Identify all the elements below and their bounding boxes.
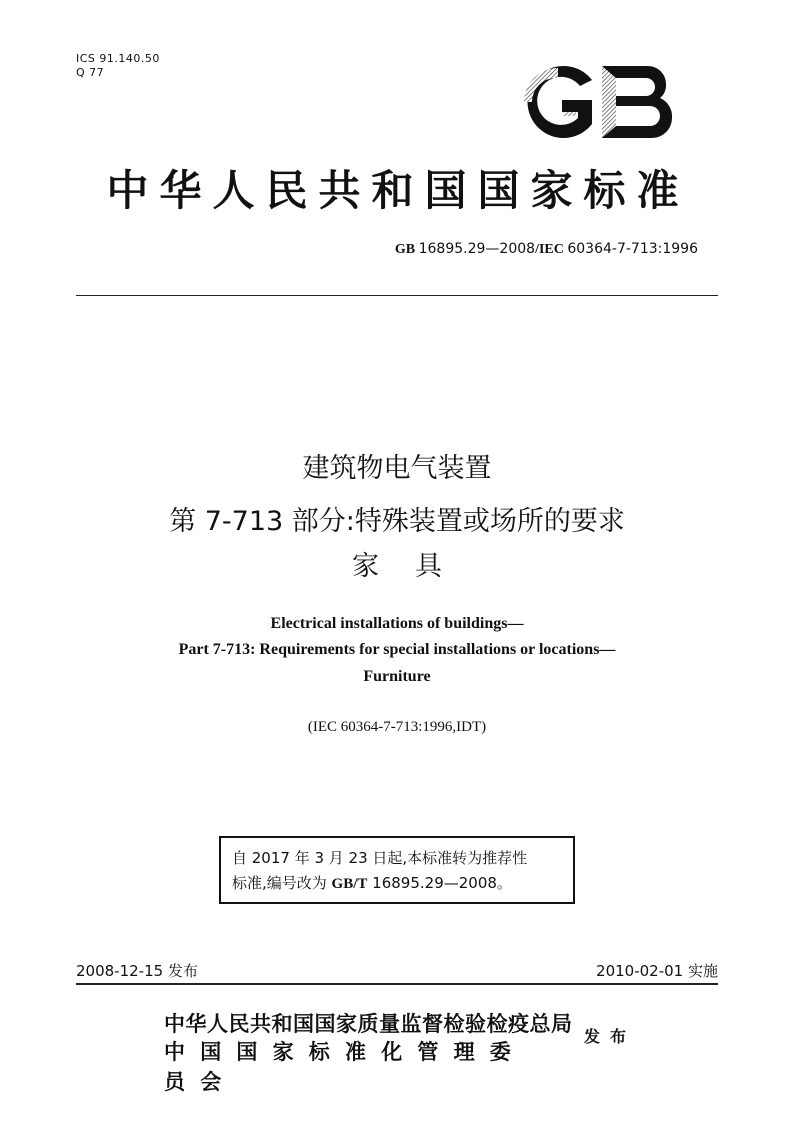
ccs-code: Q 77 — [76, 66, 105, 79]
issuer-aqsiq: 中华人民共和国国家质量监督检验检疫总局 — [164, 1012, 573, 1036]
english-title-line-3: Furniture — [363, 668, 431, 685]
chinese-title-line-1: 建筑物电气装置 — [302, 453, 492, 484]
english-title-line-1: Electrical installations of buildings— — [270, 615, 524, 632]
std-slash: / — [535, 242, 539, 257]
std-year: 2008 — [499, 241, 536, 257]
notice-text — [232, 846, 572, 897]
classification-codes — [76, 52, 160, 80]
issuer-sac: 中国国家标准化管理委员会 — [164, 1040, 526, 1094]
std-iec-year: 1996 — [662, 241, 698, 257]
publish-label: 发布 — [584, 1027, 637, 1046]
std-colon: : — [657, 241, 663, 257]
iec-equivalence: (IEC 60364-7-713:1996,IDT) — [307, 719, 487, 735]
chinese-title-line-3: 家具 — [352, 551, 478, 582]
national-standard-title: 中华人民共和国国家标准 — [106, 166, 690, 215]
std-iec: IEC — [538, 242, 564, 257]
english-title-line-2: Part 7-713: Requirements for special installations or locations— — [178, 641, 616, 658]
notice-line-2-suffix: 16895.29—2008。 — [367, 874, 512, 892]
notice-line-1: 自 2017 年 3 月 23 日起,本标准转为推荐性 — [232, 849, 528, 867]
notice-line-2-prefix: 标准,编号改为 — [232, 874, 332, 892]
header-divider — [76, 295, 718, 296]
notice-code: GB/T — [331, 876, 368, 892]
chinese-title-line-2: 第 7-713 部分:特殊装置或场所的要求 — [169, 506, 625, 537]
std-dash: — — [485, 241, 500, 257]
standard-number — [395, 241, 698, 258]
std-iec-number: 60364-7-713 — [567, 241, 658, 257]
std-prefix: GB — [394, 242, 416, 257]
std-number-a: 16895.29 — [418, 241, 486, 257]
implementation-date: 2010-02-01 实施 — [596, 962, 718, 980]
footer-divider — [76, 983, 718, 985]
gb-logo — [518, 60, 680, 144]
notice-line-2 — [232, 871, 572, 897]
ics-code: ICS 91.140.50 — [76, 52, 160, 65]
issue-date: 2008-12-15 发布 — [76, 962, 198, 980]
